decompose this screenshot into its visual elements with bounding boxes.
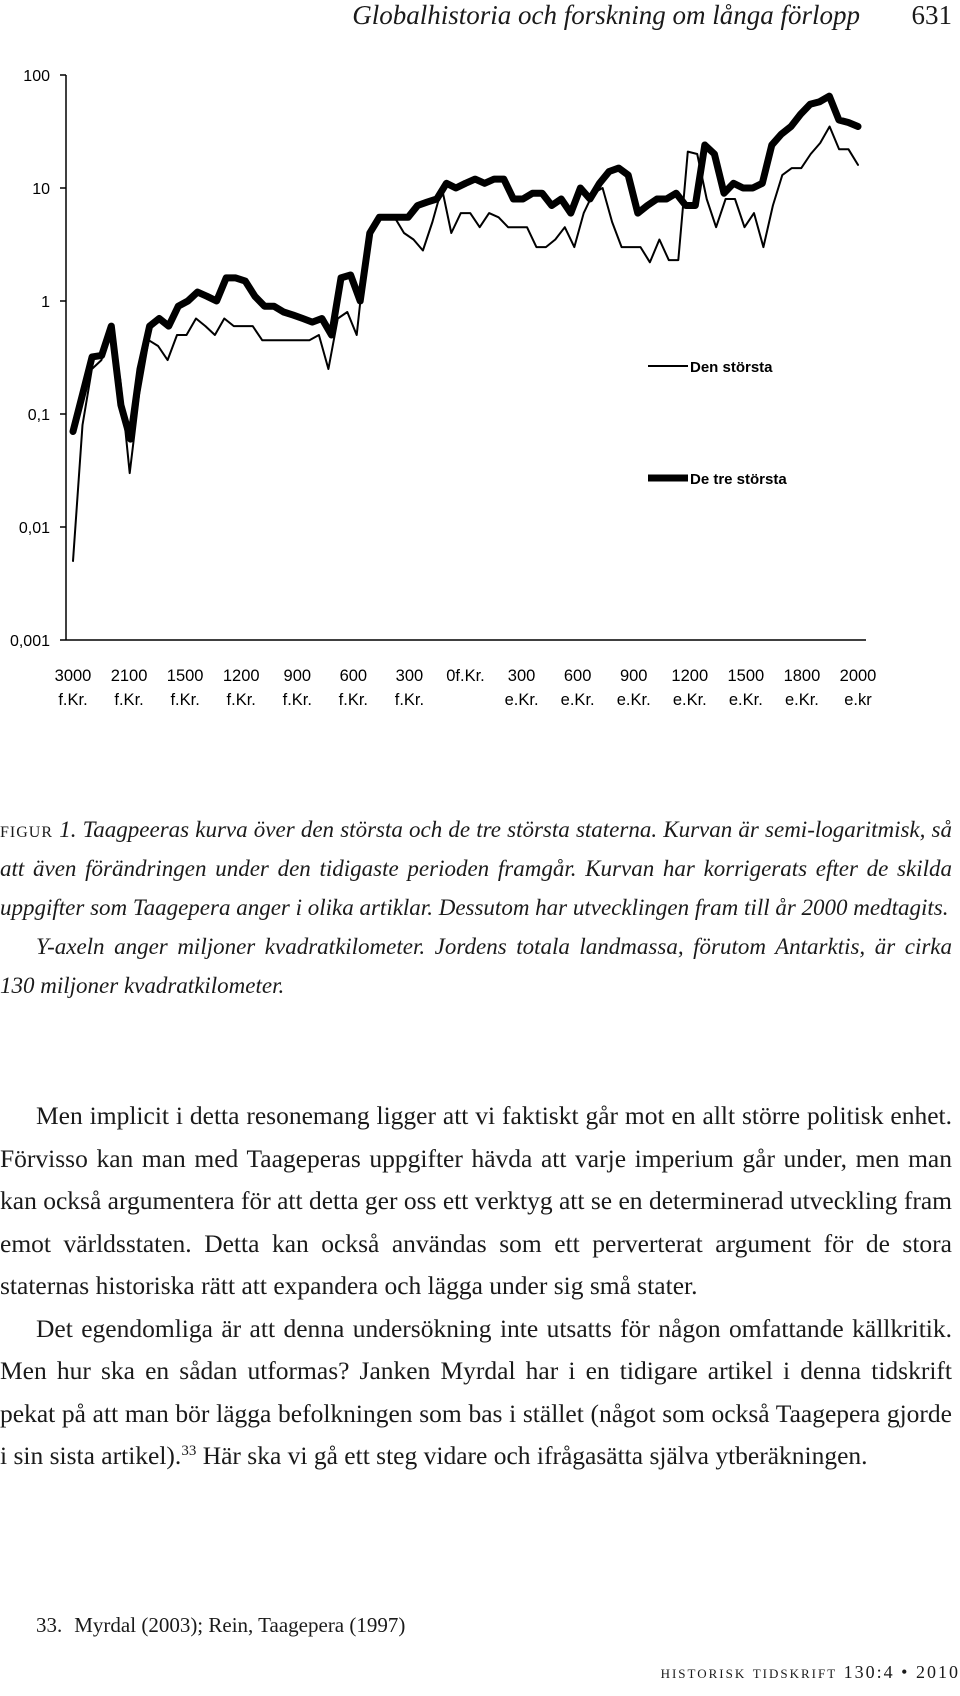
y-axis-ticks xyxy=(10,68,66,650)
x-tick-label: 600 xyxy=(339,667,368,685)
paragraph-2-text: Det egendomliga är att denna undersökning inte utsatts för någon omfattande källkritik. Men hur ska en sådan utformas? Janken Myrdal har i en tidigare artikel i denna tidskrift pekat på att man bör lägga befolkningen som bas i stället (något som också Taagepera gjorde i sin sista artikel). xyxy=(0,1313,952,1470)
x-tick-label: 3000 xyxy=(54,667,92,685)
y-tick-label: 100 xyxy=(23,68,50,85)
x-tick-sublabel: f.Kr. xyxy=(114,691,144,709)
footnote xyxy=(36,1613,405,1638)
x-tick-label: 0f.Kr. xyxy=(446,667,485,685)
x-tick-label: 1500 xyxy=(166,667,204,685)
page-number: 631 xyxy=(911,0,952,30)
x-tick-sublabel: f.Kr. xyxy=(226,691,256,709)
paragraph-2 xyxy=(0,1308,952,1478)
x-tick-label: 300 xyxy=(395,667,424,685)
footnote-marker: 33 xyxy=(181,1443,197,1459)
running-head-title: Globalhistoria och forskning om långa förlopp xyxy=(352,0,860,30)
chart-axes xyxy=(66,75,866,640)
footnote-number: 33. xyxy=(36,1613,63,1637)
x-tick-sublabel: e.Kr. xyxy=(728,691,763,709)
y-tick-label: 1 xyxy=(41,294,50,311)
x-axis-ticks xyxy=(55,667,877,709)
paragraph-1: Men implicit i detta resonemang ligger att vi faktiskt går mot en allt större politisk enhet. Förvisso kan man med Taageperas uppgifter hävda att varje imperium går under, men man kan också argumentera för att detta ger oss ett verktyg att se en determinerad utveckling fram emot världsstaten. Detta kan också användas som ett perverterat argument för de stora staternas historiska rätt att expandera och lägga under sig små stater. xyxy=(0,1101,952,1300)
x-tick-sublabel: f.Kr. xyxy=(282,691,312,709)
x-tick-sublabel: f.Kr. xyxy=(338,691,369,709)
x-tick-sublabel: f.Kr. xyxy=(394,691,425,709)
caption-text-2: Y-axeln anger miljoner kvadratkilometer. Jordens totala landmassa, förutom Antarktis, är cirka 130 miljoner kvadratkilometer. xyxy=(0,934,952,998)
x-tick-label: 600 xyxy=(563,667,592,685)
series-lines xyxy=(73,96,858,561)
caption-text-1: Taagpeeras kurva över den största och de tre största staterna. Kurvan är semi-logaritmisk, så att även förändringen under den tidigaste perioden framgår. Kurvan har korrigerats efter de skilda uppgifter som Taagepera anger i olika artiklar. Dessutom har utvecklingen fram till år 2000 medtagits. xyxy=(0,817,952,920)
y-tick-label: 0,01 xyxy=(18,520,50,537)
x-tick-label: 1200 xyxy=(222,667,260,685)
body-text xyxy=(0,1095,952,1478)
running-foot: historisk tidskrift 130:4 • 2010 xyxy=(660,1662,960,1682)
x-tick-sublabel: e.Kr. xyxy=(784,691,819,709)
series-line-den-storsta xyxy=(73,127,858,562)
x-tick-label: 900 xyxy=(619,667,648,685)
x-tick-label: 2100 xyxy=(110,667,148,685)
caption-label: figur xyxy=(0,817,54,842)
x-tick-label: 1800 xyxy=(783,667,821,685)
running-head xyxy=(0,0,952,40)
x-tick-sublabel: f.Kr. xyxy=(58,691,88,709)
x-tick-sublabel: e.Kr. xyxy=(672,691,707,709)
y-tick-label: 10 xyxy=(32,181,50,198)
x-tick-sublabel: e.Kr. xyxy=(504,691,539,709)
caption-number: 1. xyxy=(59,817,77,842)
series-line-de-tre-storsta xyxy=(73,96,858,439)
x-tick-label: 1500 xyxy=(727,667,765,685)
y-tick-label: 0,001 xyxy=(9,633,50,650)
legend-label: De tre största xyxy=(690,471,787,488)
figure-caption xyxy=(0,810,952,1005)
x-tick-label: 2000 xyxy=(839,667,877,685)
x-tick-sublabel: f.Kr. xyxy=(170,691,200,709)
y-tick-label: 0,1 xyxy=(27,407,50,424)
paragraph-2-end: Här ska vi gå ett steg vidare och ifrågasätta själva ytberäkningen. xyxy=(196,1441,868,1470)
x-tick-sublabel: e.Kr. xyxy=(616,691,651,709)
chart-legend xyxy=(648,359,787,488)
x-tick-label: 1200 xyxy=(671,667,709,685)
legend-label: Den största xyxy=(690,359,773,376)
footnote-text: Myrdal (2003); Rein, Taagepera (1997) xyxy=(74,1613,406,1637)
x-tick-label: 300 xyxy=(507,667,536,685)
taagepera-chart xyxy=(0,60,900,710)
x-tick-label: 900 xyxy=(283,667,312,685)
x-tick-sublabel: e.Kr. xyxy=(560,691,595,709)
x-tick-sublabel: e.kr xyxy=(844,691,872,709)
